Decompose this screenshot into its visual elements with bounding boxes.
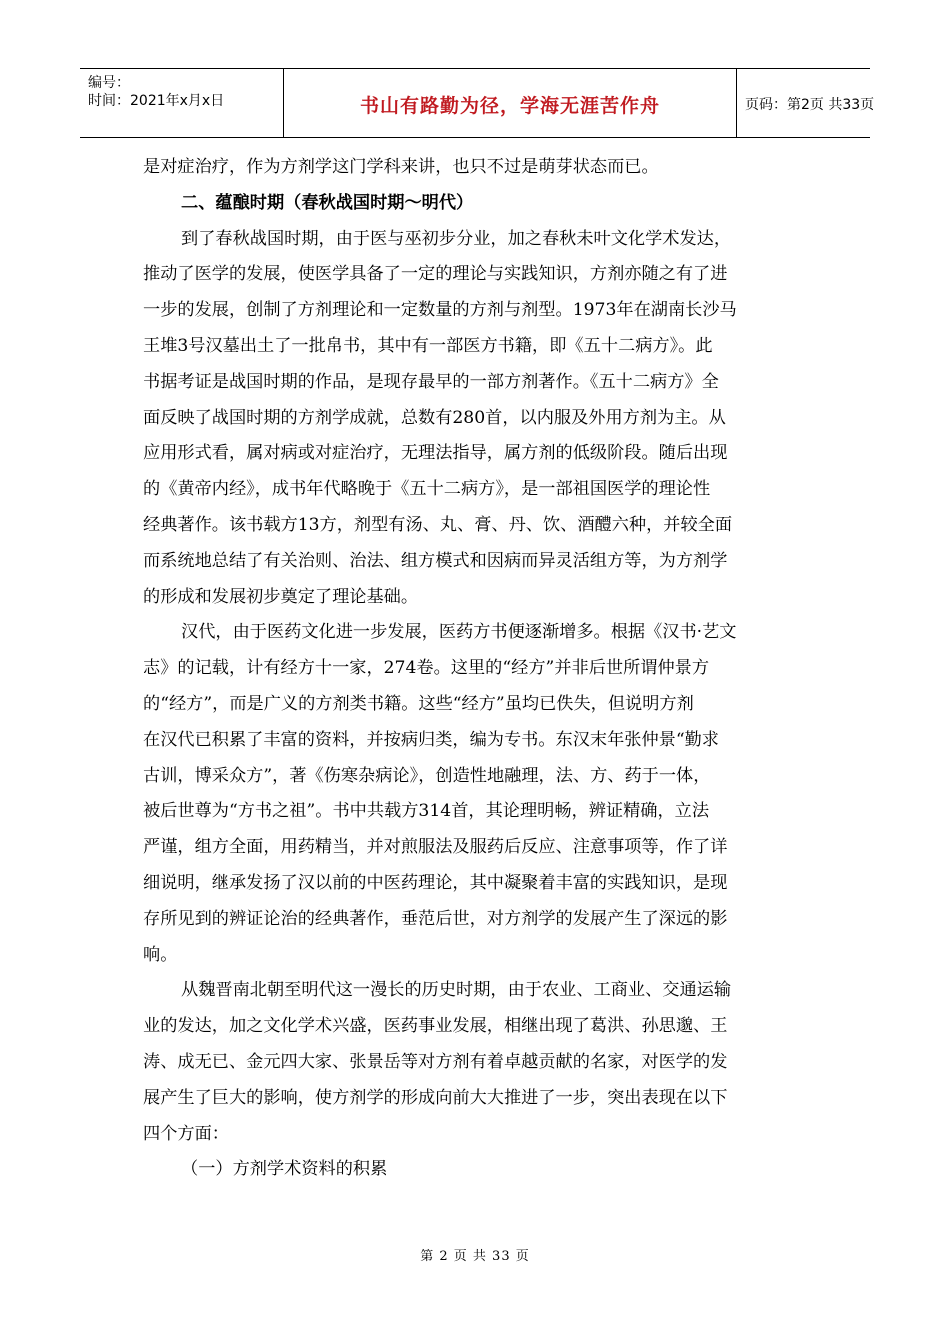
header-left-cell xyxy=(80,69,284,137)
header-middle-cell xyxy=(284,69,737,137)
body-line: 到了春秋战国时期，由于医与巫初步分业，加之春秋未叶文化学术发达， xyxy=(181,228,732,249)
body-line: 汉代，由于医药文化进一步发展，医药方书便逐渐增多。根据《汉书·艺文 xyxy=(181,622,737,643)
section-heading: 二、蕴酿时期（春秋战国时期～明代） xyxy=(181,192,474,213)
body-line: 展产生了巨大的影响，使方剂学的形成向前大大推进了一步，突出表现在以下 xyxy=(143,1087,728,1108)
body-line: 一步的发展，创制了方剂理论和一定数量的方剂与剂型。1973年在湖南长沙马 xyxy=(143,300,737,321)
time-label: 时间：2021年x月x日 xyxy=(88,93,225,109)
body-line: 是对症治疗，作为方剂学这门学科来讲，也只不过是萌芽状态而已。 xyxy=(143,157,659,177)
body-line: 业的发达，加之文化学术兴盛，医药事业发展，相继出现了葛洪、孙思邈、王 xyxy=(143,1016,728,1037)
header-right-cell xyxy=(737,69,875,137)
body-line: 王堆3号汉墓出土了一批帛书，其中有一部医方书籍，即《五十二病方》。此 xyxy=(143,335,713,356)
subsection-heading: （一）方剂学术资料的积累 xyxy=(181,1159,388,1180)
serial-label: 编号： xyxy=(88,75,130,91)
header-motto: 书山有路勤为径，学海无涯苦作舟 xyxy=(359,95,660,117)
body-line: 四个方面： xyxy=(143,1123,229,1144)
body-line: 严谨，组方全面，用药精当，并对煎服法及服药后反应、注意事项等，作了详 xyxy=(143,837,728,858)
body-line: 的形成和发展初步奠定了理论基础。 xyxy=(143,586,419,607)
body-line: 涛、成无已、金元四大家、张景岳等对方剂有着卓越贡献的名家，对医学的发 xyxy=(143,1051,728,1072)
body-line: 在汉代已积累了丰富的资料，并按病归类，编为专书。东汉末年张仲景“勤求 xyxy=(143,729,719,750)
body-line: 应用形式看，属对病或对症治疗，无理法指导，属方剂的低级阶段。随后出现 xyxy=(143,443,728,464)
body-line: 细说明，继承发扬了汉以前的中医药理论，其中凝聚着丰富的实践知识，是现 xyxy=(143,872,728,893)
body-line: 而系统地总结了有关治则、治法、组方模式和因病而异灵活组方等，为方剂学 xyxy=(143,550,728,571)
body-line: 的“经方”，而是广义的方剂类书籍。这些“经方”虽均已佚失，但说明方剂 xyxy=(143,693,694,714)
body-line: 从魏晋南北朝至明代这一漫长的历史时期，由于农业、工商业、交通运输 xyxy=(181,980,732,1001)
document-body xyxy=(143,150,807,1188)
body-line: 志》的记载，计有经方十一家，274卷。这里的“经方”并非后世所谓仲景方 xyxy=(143,658,710,679)
body-line: 响。 xyxy=(143,944,178,965)
page-footer: 第 2 页 共 33 页 xyxy=(420,1249,530,1264)
page-info: 页码：第2页 共33页 xyxy=(745,97,875,113)
body-line: 的《黄帝内经》，成书年代略晚于《五十二病方》，是一部祖国医学的理论性 xyxy=(143,479,711,500)
body-line: 面反映了战国时期的方剂学成就，总数有280首，以内服及外用方剂为主。从 xyxy=(143,407,726,428)
body-line: 推动了医学的发展，使医学具备了一定的理论与实践知识，方剂亦随之有了进 xyxy=(143,264,728,285)
body-line: 古训，博采众方”，著《伤寒杂病论》，创造性地融理，法、方、药于一体， xyxy=(143,765,711,786)
body-line: 被后世尊为“方书之祖”。书中共载方314首，其论理明畅，辨证精确，立法 xyxy=(143,801,710,822)
body-line: 经典著作。该书载方13方，剂型有汤、丸、膏、丹、饮、酒醴六种，并较全面 xyxy=(143,514,733,535)
body-line: 存所见到的辨证论治的经典著作，垂范后世，对方剂学的发展产生了深远的影 xyxy=(143,908,728,929)
body-line: 书据考证是战国时期的作品，是现存最早的一部方剂著作。《五十二病方》全 xyxy=(143,371,719,392)
header-table xyxy=(80,68,875,138)
